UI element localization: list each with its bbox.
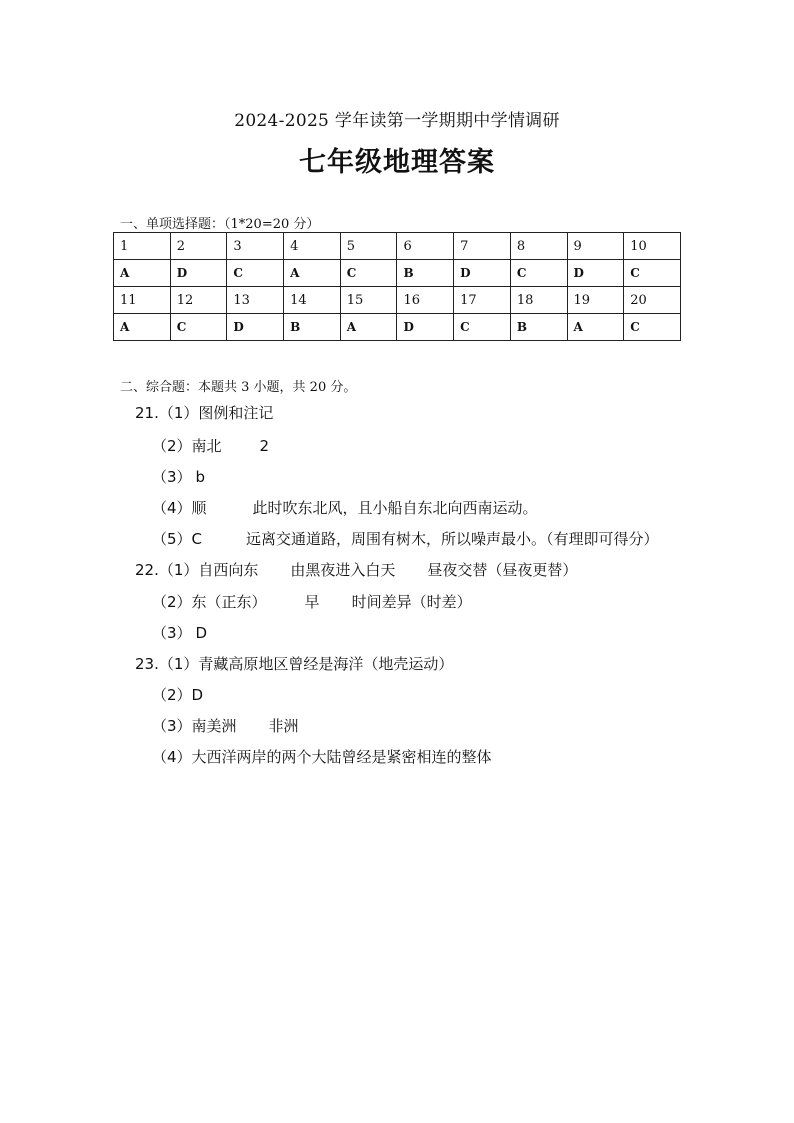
answer-cell: B — [284, 314, 341, 341]
answer-cell: C — [170, 314, 227, 341]
answer-row — [114, 260, 681, 287]
q22-part2 — [152, 591, 472, 612]
choice-answer-table — [113, 232, 681, 341]
q21-part1-answer: （1）图例和注记 — [158, 404, 274, 422]
answer-cell: A — [114, 314, 171, 341]
question-number-cell: 3 — [227, 233, 284, 260]
q22-part2-answer-a: （2）东（正东） — [152, 593, 267, 611]
answer-cell: A — [284, 260, 341, 287]
q22-part2-answer-c: 时间差异（时差） — [351, 593, 472, 611]
question-number-cell: 13 — [227, 287, 284, 314]
section2-heading: 二、综合题：本题共 3 小题，共 20 分。 — [120, 380, 357, 395]
q21-number: 21. — [135, 404, 159, 422]
q21-part2-answer-a: （2）南北 — [152, 437, 222, 455]
answer-cell: C — [624, 260, 681, 287]
q23-part3-answer-a: （3）南美洲 — [152, 717, 237, 735]
page-title: 七年级地理答案 — [299, 147, 495, 178]
answer-cell: C — [454, 314, 511, 341]
q21-part5 — [152, 528, 659, 549]
q22-part2-answer-b: 早 — [304, 593, 320, 611]
q22-part3-answer: D — [195, 624, 208, 642]
question-number-cell: 9 — [567, 233, 624, 260]
question-number-cell: 19 — [567, 287, 624, 314]
question-number-cell: 6 — [397, 233, 454, 260]
q22-number: 22. — [135, 561, 159, 579]
q21-part4-answer-a: （4）顺 — [152, 499, 207, 517]
question-number-cell: 18 — [510, 287, 567, 314]
section1-heading: 一、单项选择题：（1*20=20 分） — [120, 217, 320, 232]
question-number-row — [114, 233, 681, 260]
answer-cell: C — [340, 260, 397, 287]
q21-part1 — [135, 402, 273, 423]
answer-cell: D — [397, 314, 454, 341]
question-number-cell: 10 — [624, 233, 681, 260]
question-number-cell: 1 — [114, 233, 171, 260]
q23-part1-answer: （1）青藏高原地区曾经是海洋（地壳运动） — [158, 655, 454, 673]
answer-cell: B — [397, 260, 454, 287]
question-number-cell: 5 — [340, 233, 397, 260]
answer-cell: D — [567, 260, 624, 287]
q23-part4 — [152, 746, 492, 767]
q23-part2-answer: （2）D — [152, 686, 204, 704]
q23-part3 — [152, 715, 299, 736]
question-number-cell: 15 — [340, 287, 397, 314]
question-number-cell: 14 — [284, 287, 341, 314]
q22-part1-answer-a: （1）自西向东 — [158, 561, 259, 579]
q23-part4-answer: （4）大西洋两岸的两个大陆曾经是紧密相连的整体 — [152, 748, 492, 766]
q23-part2 — [152, 684, 203, 705]
q21-part3-label: （3） — [152, 468, 192, 486]
q22-part1-answer-c: 昼夜交替（昼夜更替） — [427, 561, 578, 579]
exam-subtitle: 2024-2025 学年读第一学期期中学情调研 — [234, 111, 560, 131]
question-number-cell: 11 — [114, 287, 171, 314]
answer-cell: B — [510, 314, 567, 341]
question-number-cell: 2 — [170, 233, 227, 260]
q21-part4-answer-b: 此时吹东北风，且小船自东北向西南运动。 — [252, 499, 538, 517]
q21-part5-answer-b: 远离交通道路，周围有树木，所以噪声最小。（有理即可得分） — [246, 530, 659, 548]
q21-part2 — [152, 435, 269, 456]
question-number-cell: 8 — [510, 233, 567, 260]
question-number-cell: 16 — [397, 287, 454, 314]
answer-cell: C — [227, 260, 284, 287]
answer-cell: D — [170, 260, 227, 287]
question-number-cell: 20 — [624, 287, 681, 314]
answer-cell: D — [454, 260, 511, 287]
answer-cell: A — [567, 314, 624, 341]
q22-part3-label: （3） — [152, 624, 192, 642]
q23-part1 — [135, 653, 453, 674]
answer-cell: C — [624, 314, 681, 341]
q22-part1 — [135, 559, 577, 580]
answer-cell: D — [227, 314, 284, 341]
q21-part3-answer: b — [195, 468, 206, 486]
question-number-cell: 4 — [284, 233, 341, 260]
q21-part5-label: （5） — [152, 530, 192, 548]
answer-cell: A — [340, 314, 397, 341]
question-number-cell: 12 — [170, 287, 227, 314]
q22-part1-answer-b: 由黑夜进入白天 — [290, 561, 396, 579]
question-number-cell: 7 — [454, 233, 511, 260]
q23-part3-answer-b: 非洲 — [268, 717, 299, 735]
answer-cell: A — [114, 260, 171, 287]
question-number-cell: 17 — [454, 287, 511, 314]
q21-part3 — [152, 466, 205, 487]
answer-cell: C — [510, 260, 567, 287]
q21-part4 — [152, 497, 538, 518]
answer-row — [114, 314, 681, 341]
q22-part3 — [152, 622, 207, 643]
q21-part2-answer-b: 2 — [259, 437, 270, 455]
question-number-row — [114, 287, 681, 314]
q21-part5-answer-a: C — [191, 530, 203, 548]
q23-number: 23. — [135, 655, 159, 673]
